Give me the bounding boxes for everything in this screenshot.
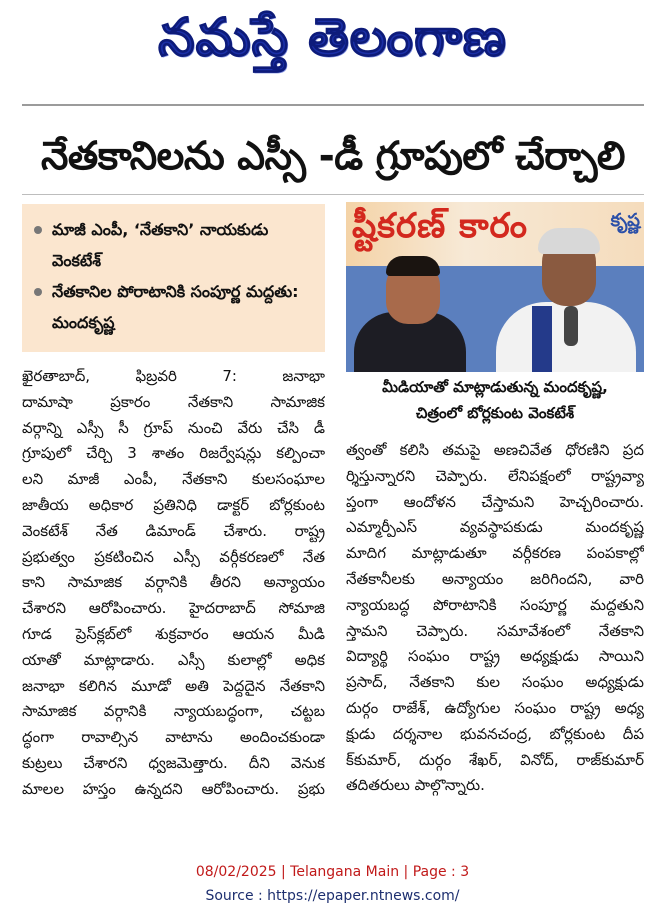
article-line: దామాషా ప్రకారం నేతకాని సామాజిక bbox=[22, 392, 325, 411]
article-line: న్యాయబద్ధ పోరాటానికి సంపూర్ణ మద్దతుని bbox=[346, 595, 644, 614]
article-line: క్షుడు దర్శనాల భువనచంద్ర, బోర్లకుంట దీప bbox=[346, 724, 644, 743]
article-line: మాదిగ మాట్లాడుతూ వర్గీకరణ పంపకాల్లో bbox=[346, 544, 644, 563]
article-line: కాని సామాజిక వర్గానికి తీరని అన్యాయం bbox=[22, 573, 325, 592]
masthead-divider bbox=[22, 104, 644, 106]
caption-line: మీడియాతో మాట్లాడుతున్న మందకృష్ణ, bbox=[382, 378, 608, 396]
article-line: కుట్రలు చేశారని ధ్వజమెత్తారు. దీని వెనుక bbox=[22, 753, 325, 772]
article-line: ప్రసాద్, నేతకాని కుల సంఘం అధ్యక్షుడు bbox=[346, 673, 644, 692]
source-link[interactable]: Source : https://epaper.ntnews.com/ bbox=[205, 888, 460, 904]
highlight-item: మాజీ ఎంపీ, ‘నేతకాని’ నాయకుడు వెంకటేశ్ bbox=[44, 214, 317, 276]
article-line: జాతీయ అధికార ప్రతినిధి డాక్టర్ బోర్లకుంట bbox=[22, 495, 325, 514]
article-line: ప్తంగా ఆందోళన చేస్తామని హెచ్చరించారు. bbox=[346, 492, 644, 511]
photo-caption bbox=[346, 374, 644, 432]
highlight-item: నేతకానిల పోరాటానికి సంపూర్ణ మద్దతు: మందకృష్ణ bbox=[44, 276, 317, 338]
article-line: తదితరులు పాల్గొన్నారు. bbox=[346, 776, 485, 795]
article-line: గూడ ప్రెస్‌క్లబ్‌లో శుక్రవారం ఆయన మీడి bbox=[22, 624, 325, 643]
article-line: సామాజిక వర్గానికి న్యాయబద్ధంగా, చట్టబ bbox=[22, 702, 325, 721]
article-line: మాలల హస్తం ఉన్నదని ఆరోపించారు. ప్రభు bbox=[22, 779, 325, 798]
article-column-right bbox=[346, 438, 644, 799]
press-meet-photo bbox=[346, 202, 644, 372]
edition-info: 08/02/2025 | Telangana Main | Page : 3 bbox=[195, 864, 470, 880]
headline-divider bbox=[22, 194, 644, 195]
photo-banner-text: ష్టీకరణ్ కారం bbox=[352, 206, 528, 246]
newspaper-logo: నమస్తే తెలంగాణ bbox=[158, 8, 507, 68]
article-line: ద్ధంగా రావాల్సిన వాటాను అందించకుండా bbox=[22, 728, 325, 747]
article-line: వెంకటేశ్ నేత డిమాండ్ చేశారు. రాష్ట్ర bbox=[22, 521, 325, 540]
article-line: యాతో మాట్లాడారు. ఎస్సీ కులాల్లో అధిక bbox=[22, 650, 325, 669]
page-footer bbox=[0, 860, 665, 908]
caption-line: చిత్రంలో బోర్లకుంట వెంకటేశ్ bbox=[415, 404, 575, 422]
article-line: ఖైరతాబాద్, ఫిబ్రవరి 7: జనాభా bbox=[22, 367, 325, 385]
article-headline: నేతకానిలను ఎస్సీ -డీ గ్రూపులో చేర్చాలి bbox=[40, 134, 626, 179]
article-line: నేతకానీలకు అన్యాయం జరిగిందని, వారి bbox=[346, 569, 644, 588]
article-line: విద్యార్థి సంఘం రాష్ట్ర అధ్యక్షుడు సాయిని bbox=[346, 647, 644, 666]
article-column-left bbox=[22, 364, 325, 803]
article-line: ఎమ్మార్పీఎస్ వ్యవస్థాపకుడు మందకృష్ణ bbox=[346, 518, 644, 537]
person-right-scarf bbox=[532, 306, 552, 372]
person-right-hair bbox=[538, 228, 600, 254]
article-line: క్‌కుమార్, దుర్గం శేఖర్, వినోద్, రాజ్‌కుమార్ bbox=[346, 750, 644, 769]
article-line: దుర్గం రాజేశ్, ఉద్యోగుల సంఘం రాష్ట్ర అధ్య bbox=[346, 698, 644, 717]
article-line: స్తామని చెప్పారు. సమావేశంలో నేతకాని bbox=[346, 621, 644, 640]
article-line: ర్శిస్తున్నారని చెప్పారు. లేనిపక్షంలో రాష్ట్రవ్యా bbox=[346, 466, 644, 485]
microphone-icon bbox=[564, 306, 578, 346]
article-line: జనాభా కలిగిన మూడో అతి పెద్దదైన నేతకాని bbox=[22, 676, 325, 695]
photo-banner-text-right: కృష్ణ bbox=[610, 210, 640, 231]
article-line: చేశారని ఆరోపించారు. హైదరాబాద్ సోమాజి bbox=[22, 599, 325, 618]
bullet-icon bbox=[34, 226, 42, 234]
article-line: ప్రభుత్వం ప్రకటించిన ఎస్సీ వర్గీకరణలో నేత bbox=[22, 547, 325, 566]
highlights-box bbox=[22, 204, 325, 352]
masthead bbox=[0, 0, 665, 100]
article-line: లని మాజీ ఎంపీ, నేతకాని కులసంఘాల bbox=[22, 470, 325, 489]
bullet-icon bbox=[34, 288, 42, 296]
article-line: త్వంతో కలిసి తమపై అణచివేత ధోరణిని ప్రద bbox=[346, 441, 644, 459]
person-left-hair bbox=[386, 256, 440, 276]
article-line: గ్రూపులో చేర్చి 3 శాతం రిజర్వేషన్లు కల్పించా bbox=[22, 444, 325, 463]
article-line: వర్గాన్ని ఎస్సీ సీ గ్రూప్ నుంచి వేరు చేసి డీ bbox=[22, 418, 325, 437]
